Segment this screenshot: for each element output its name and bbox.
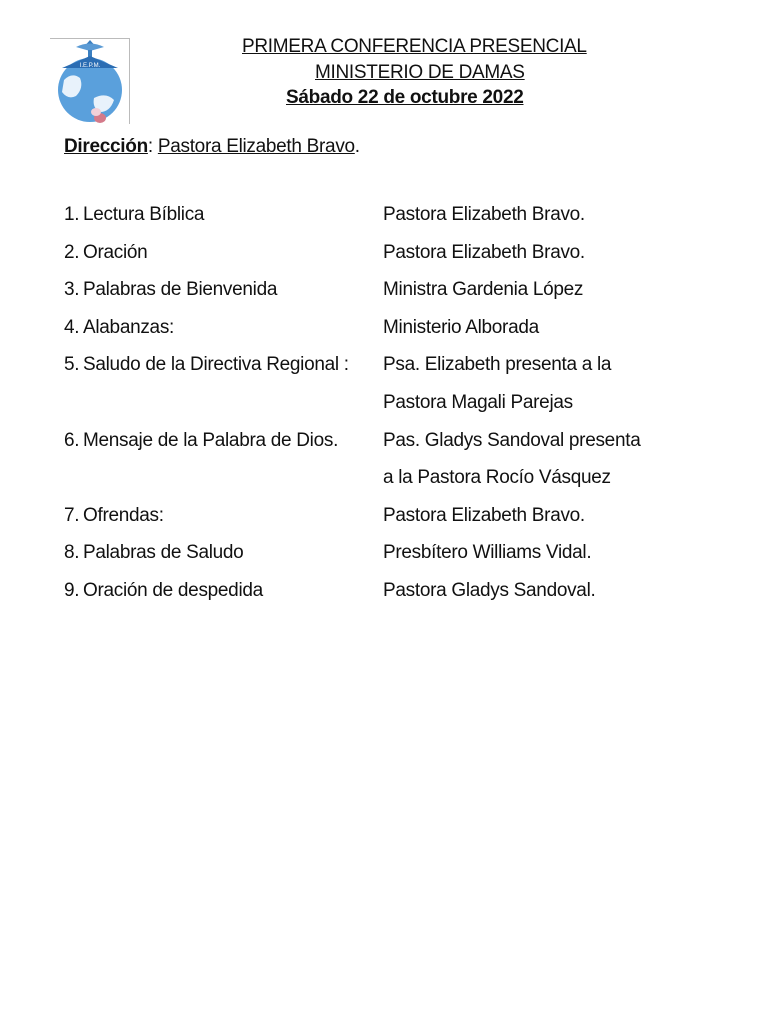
item-label: Mensaje de la Palabra de Dios. xyxy=(83,429,339,451)
item-responsible: Pas. Gladys Sandoval presenta xyxy=(383,429,641,451)
item-number: 3. xyxy=(64,279,80,301)
item-number: 7. xyxy=(64,504,80,526)
item-responsible: Psa. Elizabeth presenta a la xyxy=(383,354,612,376)
item-responsible: Presbítero Williams Vidal. xyxy=(383,542,592,564)
program-item xyxy=(64,541,704,579)
item-number: 2. xyxy=(64,241,80,263)
item-number: 5. xyxy=(64,354,80,376)
item-label: Alabanzas: xyxy=(83,316,175,338)
program-item xyxy=(64,278,704,316)
item-responsible: Pastora Elizabeth Bravo. xyxy=(383,204,585,225)
globe-dove-icon xyxy=(50,38,130,124)
program-list xyxy=(64,203,704,617)
item-label: Oración xyxy=(83,241,148,263)
title-line-2: MINISTERIO DE DAMAS xyxy=(315,62,525,83)
item-responsible: Pastora Gladys Sandoval. xyxy=(383,579,596,601)
program-item xyxy=(64,241,704,279)
item-responsible: Ministerio Alborada xyxy=(383,316,539,338)
program-item xyxy=(64,203,704,241)
item-number: 9. xyxy=(64,579,80,601)
item-number: 1. xyxy=(64,204,80,225)
item-number: 6. xyxy=(64,429,80,451)
title-line-1: PRIMERA CONFERENCIA PRESENCIAL xyxy=(242,36,587,57)
item-label: Oración de despedida xyxy=(83,579,263,601)
program-item xyxy=(64,504,704,542)
church-logo xyxy=(50,38,130,124)
item-responsible: Pastora Elizabeth Bravo. xyxy=(383,241,585,263)
item-label: Lectura Bíblica xyxy=(83,204,205,225)
item-responsible: Ministra Gardenia López xyxy=(383,279,584,301)
direccion-line xyxy=(64,136,360,158)
item-responsible: Pastora Elizabeth Bravo. xyxy=(383,504,585,526)
item-number: 8. xyxy=(64,542,80,564)
program-item xyxy=(64,316,704,354)
item-label: Saludo de la Directiva Regional : xyxy=(83,354,349,376)
direccion-separator: : xyxy=(147,136,158,157)
svg-text:I.E.P.M.: I.E.P.M. xyxy=(79,63,101,69)
item-label: Palabras de Bienvenida xyxy=(83,279,278,301)
program-item xyxy=(64,429,704,504)
direccion-name: Pastora Elizabeth Bravo xyxy=(157,136,355,157)
item-label: Palabras de Saludo xyxy=(83,542,244,564)
program-item xyxy=(64,579,704,617)
title-date: Sábado 22 de octubre 2022 xyxy=(286,87,524,108)
item-responsible-cont: a la Pastora Rocío Vásquez xyxy=(383,467,611,489)
item-responsible-cont: Pastora Magali Parejas xyxy=(383,391,573,413)
item-number: 4. xyxy=(64,316,80,338)
direccion-end: . xyxy=(354,136,360,157)
program-item xyxy=(64,353,704,428)
direccion-label: Dirección xyxy=(64,136,148,157)
item-label: Ofrendas: xyxy=(83,504,164,526)
